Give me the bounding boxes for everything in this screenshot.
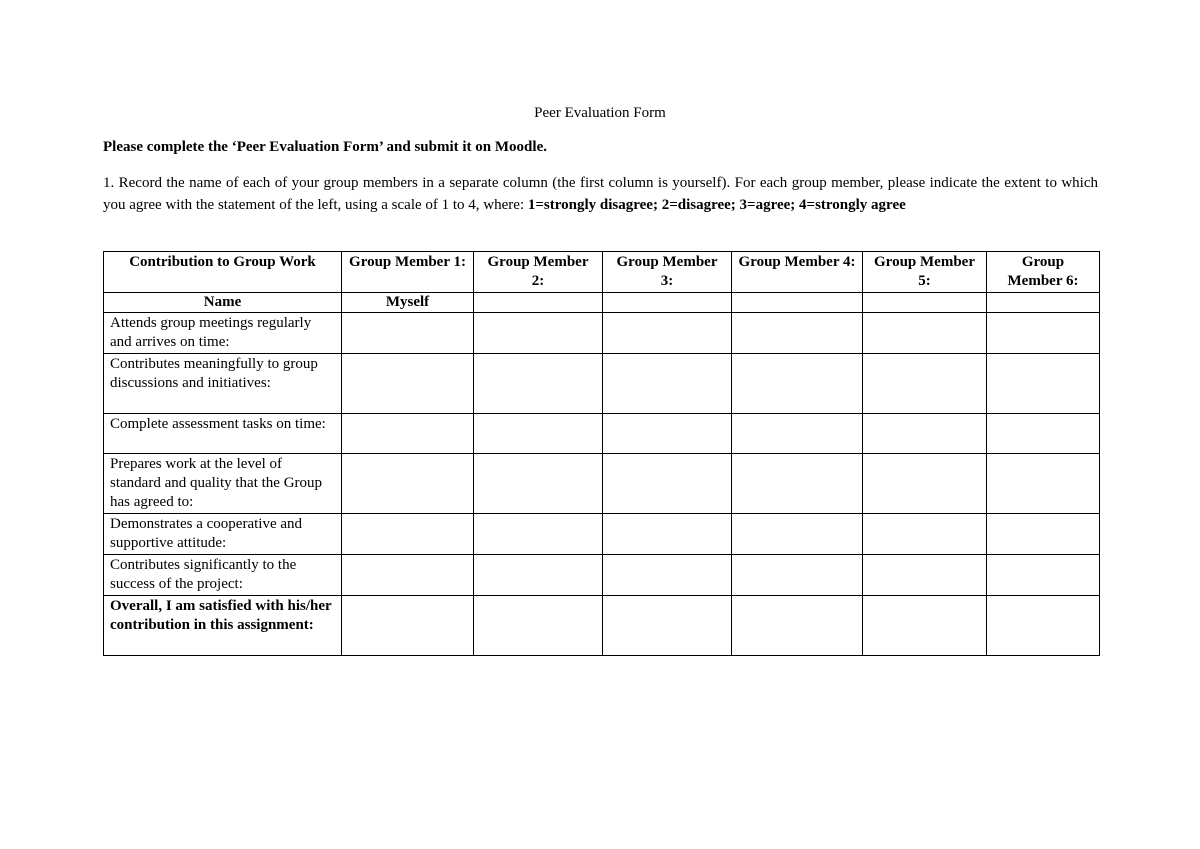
rating-cell[interactable] xyxy=(863,354,987,414)
rating-cell[interactable] xyxy=(603,313,732,354)
rating-cell[interactable] xyxy=(732,514,863,555)
rating-cell[interactable] xyxy=(987,555,1100,596)
rating-cell[interactable] xyxy=(987,514,1100,555)
criterion-label: Contributes significantly to the success of the project: xyxy=(104,555,342,596)
header-row xyxy=(104,252,1100,293)
rating-cell[interactable] xyxy=(474,596,603,656)
name-cell-member-6[interactable] xyxy=(987,293,1100,313)
header-member-1: Group Member 1: xyxy=(342,252,474,293)
criterion-label: Prepares work at the level of standard and quality that the Group has agreed to: xyxy=(104,454,342,514)
rating-cell[interactable] xyxy=(474,313,603,354)
header-member-4: Group Member 4: xyxy=(732,252,863,293)
evaluation-table xyxy=(103,251,1100,656)
rating-cell[interactable] xyxy=(987,313,1100,354)
rating-cell[interactable] xyxy=(474,354,603,414)
table-row xyxy=(104,596,1100,656)
rating-cell[interactable] xyxy=(732,313,863,354)
form-subtitle: Please complete the ‘Peer Evaluation Form’ and submit it on Moodle. xyxy=(103,139,547,155)
rating-cell[interactable] xyxy=(342,514,474,555)
criterion-label: Contributes meaningfully to group discussions and initiatives: xyxy=(104,354,342,414)
rating-cell[interactable] xyxy=(987,454,1100,514)
rating-scale: 1=strongly disagree; 2=disagree; 3=agree; 4=strongly agree xyxy=(527,197,906,213)
rating-cell[interactable] xyxy=(732,414,863,454)
rating-cell[interactable] xyxy=(863,555,987,596)
rating-cell[interactable] xyxy=(342,454,474,514)
table-row xyxy=(104,354,1100,414)
name-cell-member-1[interactable]: Myself xyxy=(342,293,474,313)
table-row xyxy=(104,454,1100,514)
page-title: Peer Evaluation Form xyxy=(534,105,666,121)
rating-cell[interactable] xyxy=(342,596,474,656)
rating-cell[interactable] xyxy=(863,414,987,454)
header-member-6: Group Member 6: xyxy=(987,252,1100,293)
table-row xyxy=(104,555,1100,596)
rating-cell[interactable] xyxy=(342,354,474,414)
table-row xyxy=(104,313,1100,354)
rating-cell[interactable] xyxy=(603,514,732,555)
name-row xyxy=(104,293,1100,313)
criterion-label: Complete assessment tasks on time: xyxy=(104,414,342,454)
rating-cell[interactable] xyxy=(342,414,474,454)
name-cell-member-4[interactable] xyxy=(732,293,863,313)
criterion-label: Demonstrates a cooperative and supportive attitude: xyxy=(104,514,342,555)
name-label: Name xyxy=(104,293,342,313)
rating-cell[interactable] xyxy=(474,514,603,555)
criterion-label-overall: Overall, I am satisfied with his/her contribution in this assignment: xyxy=(104,596,342,656)
name-cell-member-5[interactable] xyxy=(863,293,987,313)
rating-cell[interactable] xyxy=(342,313,474,354)
rating-cell[interactable] xyxy=(474,555,603,596)
instructions-paragraph xyxy=(103,172,1098,216)
rating-cell[interactable] xyxy=(863,313,987,354)
name-cell-member-2[interactable] xyxy=(474,293,603,313)
rating-cell[interactable] xyxy=(603,454,732,514)
rating-cell[interactable] xyxy=(987,354,1100,414)
rating-cell[interactable] xyxy=(603,555,732,596)
rating-cell[interactable] xyxy=(732,354,863,414)
rating-cell[interactable] xyxy=(987,414,1100,454)
rating-cell[interactable] xyxy=(603,596,732,656)
table-row xyxy=(104,514,1100,555)
header-member-2: Group Member 2: xyxy=(474,252,603,293)
rating-cell[interactable] xyxy=(474,414,603,454)
header-member-5: Group Member 5: xyxy=(863,252,987,293)
header-member-3: Group Member 3: xyxy=(603,252,732,293)
rating-cell[interactable] xyxy=(603,354,732,414)
rating-cell[interactable] xyxy=(732,596,863,656)
rating-cell[interactable] xyxy=(732,555,863,596)
criterion-label: Attends group meetings regularly and arrives on time: xyxy=(104,313,342,354)
table-row xyxy=(104,414,1100,454)
instructions-text: 1. Record the name of each of your group members in a separate column (the first column is yourself). For each group member, please indicate the extent to which you agree with the statement of the left, using a scale of 1 to 4, where: xyxy=(103,175,1098,213)
rating-cell[interactable] xyxy=(987,596,1100,656)
header-contribution: Contribution to Group Work xyxy=(104,252,342,293)
rating-cell[interactable] xyxy=(342,555,474,596)
rating-cell[interactable] xyxy=(732,454,863,514)
rating-cell[interactable] xyxy=(603,414,732,454)
rating-cell[interactable] xyxy=(863,514,987,555)
name-cell-member-3[interactable] xyxy=(603,293,732,313)
rating-cell[interactable] xyxy=(863,454,987,514)
rating-cell[interactable] xyxy=(474,454,603,514)
rating-cell[interactable] xyxy=(863,596,987,656)
